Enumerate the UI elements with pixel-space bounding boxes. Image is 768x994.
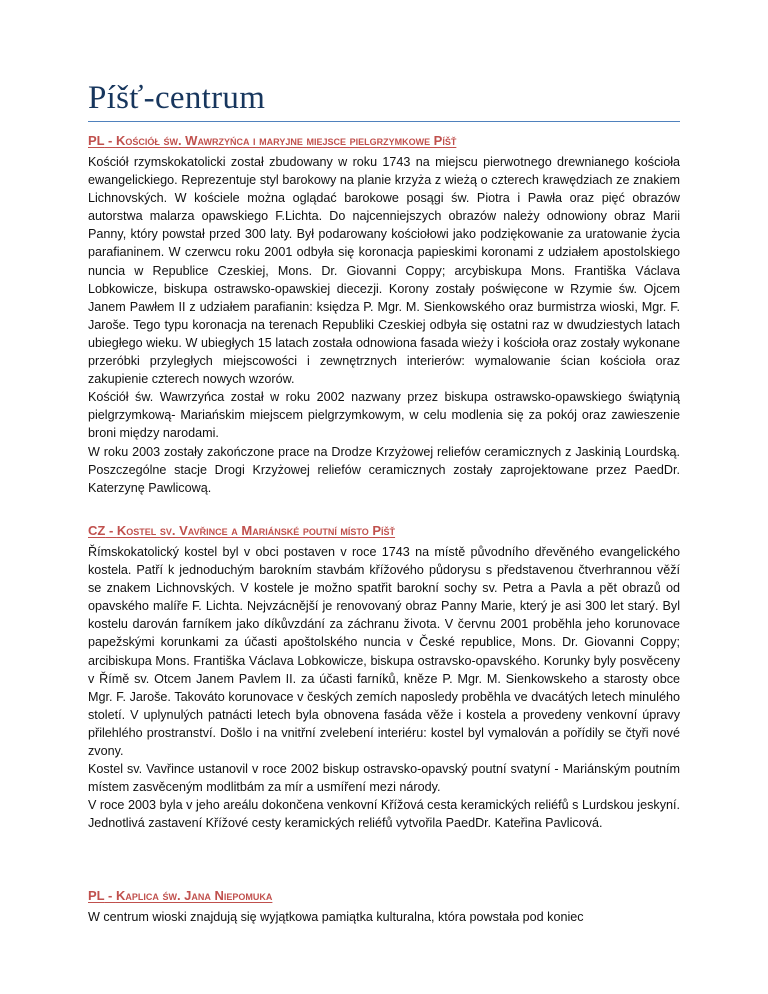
- heading-separator: -: [105, 523, 117, 538]
- page-title: Píšť-centrum: [88, 80, 266, 116]
- paragraph: Kostel sv. Vavřince ustanovil v roce 2002 biskup ostravsko-opavský poutní svatyní - Mariánským poutním místem zasvěceným modlitbám za mír a usmíření mezi národy.: [88, 762, 680, 795]
- section-kaplica: [88, 887, 680, 926]
- paragraph: Římskokatolický kostel byl v obci postaven v roce 1743 na místě původního dřevěného evangelického kostela. Patří k jednoduchým barokním stavbám křížového půdorysu s představenou čtverhrannou věží se znakem Lichnovských. V kostele je možno spatřit barokní sochy sv. Petra a Pavla a pět obrazů od opavského malíře F. Lichta. Nejvzácnější je renovovaný obraz Panny Marie, který je asi 300 let starý. Byl kostelu darován farníkem jako díkůvzdání za záchranu života. V červnu 2001 proběhla jeho korunovace papežskými korunkami za účasti apoštolského nuncia v České republice, Mons. Dr. Giovanni Coppy; arcibiskupa Mons. Františka Václava Lobkowicze, biskupa ostravsko-opavského. Korunky byly posvěceny v Římě sv. Otcem Janem Pavlem II. za účasti farníků, kněze P. Mgr. M. Sienkowskeho a starosty obce Mgr. F. Jaroše. Takováto korunovace v českých zemích naposledy proběhla ve dvacátých letech minulého století. V uplynulých patnácti letech byla obnovena fasáda věže i kostela a provedeny venkovní úpravy přilehlého prostranství. Došlo i na vnitřní zvelebení interiéru: kostel byl vymalován a pořídily se čtyři nové zvony.: [88, 545, 680, 759]
- section-kosciol: [88, 132, 680, 497]
- heading-separator: -: [104, 133, 116, 148]
- section-heading: [88, 132, 680, 149]
- section-heading: [88, 522, 680, 539]
- lang-code: CZ: [88, 523, 106, 538]
- heading-separator: -: [104, 888, 116, 903]
- paragraph: W roku 2003 zostały zakończone prace na Drodze Krzyżowej reliefów ceramicznych z Jaskinią Lourdską. Poszczególne stacje Drogi Krzyżowej reliefów ceramicznych zostały zaprojektowane przez PaedDr. Katerzynę Pawlicową.: [88, 444, 680, 495]
- paragraph: W centrum wioski znajdują się wyjątkowa pamiątka kulturalna, która powstała pod koniec: [88, 910, 584, 924]
- title-divider: [88, 121, 680, 122]
- paragraph: V roce 2003 byla v jeho areálu dokončena venkovní Křížová cesta keramických reliéfů s Lurdskou jeskyní. Jednotlivá zastavení Křížové cesty keramických reliéfů vytvořila PaedDr. Kateřina Pavlicová.: [88, 798, 680, 831]
- heading-text: Kaplica św. Jana Niepomuka: [115, 888, 273, 903]
- section-kostel: [88, 522, 680, 833]
- lang-code: PL: [88, 133, 105, 148]
- heading-text: Kościół św. Wawrzyńca i maryjne miejsce pielgrzymkowe Píšť: [115, 133, 457, 148]
- heading-text: Kostel sv. Vavřince a Mariánské poutní místo Píšť: [116, 523, 396, 538]
- paragraph: Kościół św. Wawrzyńca został w roku 2002 nazwany przez biskupa ostrawsko-opawskiego świątynią pielgrzymkową- Mariańskim miejscem pielgrzymkowym, w celu modlenia się za pokój oraz zawieszenie broni między narodami.: [88, 390, 680, 441]
- lang-code: PL: [88, 888, 105, 903]
- paragraph: Kościół rzymskokatolicki został zbudowany w roku 1743 na miejscu pierwotnego drewnianego kościoła ewangelickiego. Reprezentuje styl barokowy na planie krzyża z wieżą o czterech krawędziach ze znakiem Lichnovských. W kościele można oglądać barokowe posągi św. Piotra i Pawła oraz pięć obrazów autorstwa malarza opawskiego F.Lichta. Do najcenniejszych obrazów należy odnowiony obraz Marii Panny, który powstał przed 300 laty. Był podarowany kościołowi jako podziękowanie za uratowanie życia parafianinem. W czerwcu roku 2001 odbyła się koronacja papieskimi koronami z udziałem apostolskiego nuncia w Republice Czeskiej, Mons. Dr. Giovanni Coppy; arcybiskupa Mons. Františka Václava Lobkowicze, biskupa ostrawsko-opawskiej diecezji. Korony zostały poświęcone w Rzymie św. Ojcem Janem Pawłem II z udziałem parafianin: księdza P. Mgr. M. Sienkowského oraz burmistrza wioski, Mgr. F. Jaroše. Tego typu koronacja na terenach Republiki Czeskiej odbyła się ostatni raz w dwudziestych latach ubiegłego wieku. W ubiegłych 15 latach została odnowiona fasada wieży i kościoła oraz zostały wykonane przeróbki przyległych miejscowości i zewnętrznych interierów: wymalowanie ścian kościoła oraz zakupienie czterech nowych wzorów.: [88, 155, 680, 387]
- section-heading: [88, 887, 680, 904]
